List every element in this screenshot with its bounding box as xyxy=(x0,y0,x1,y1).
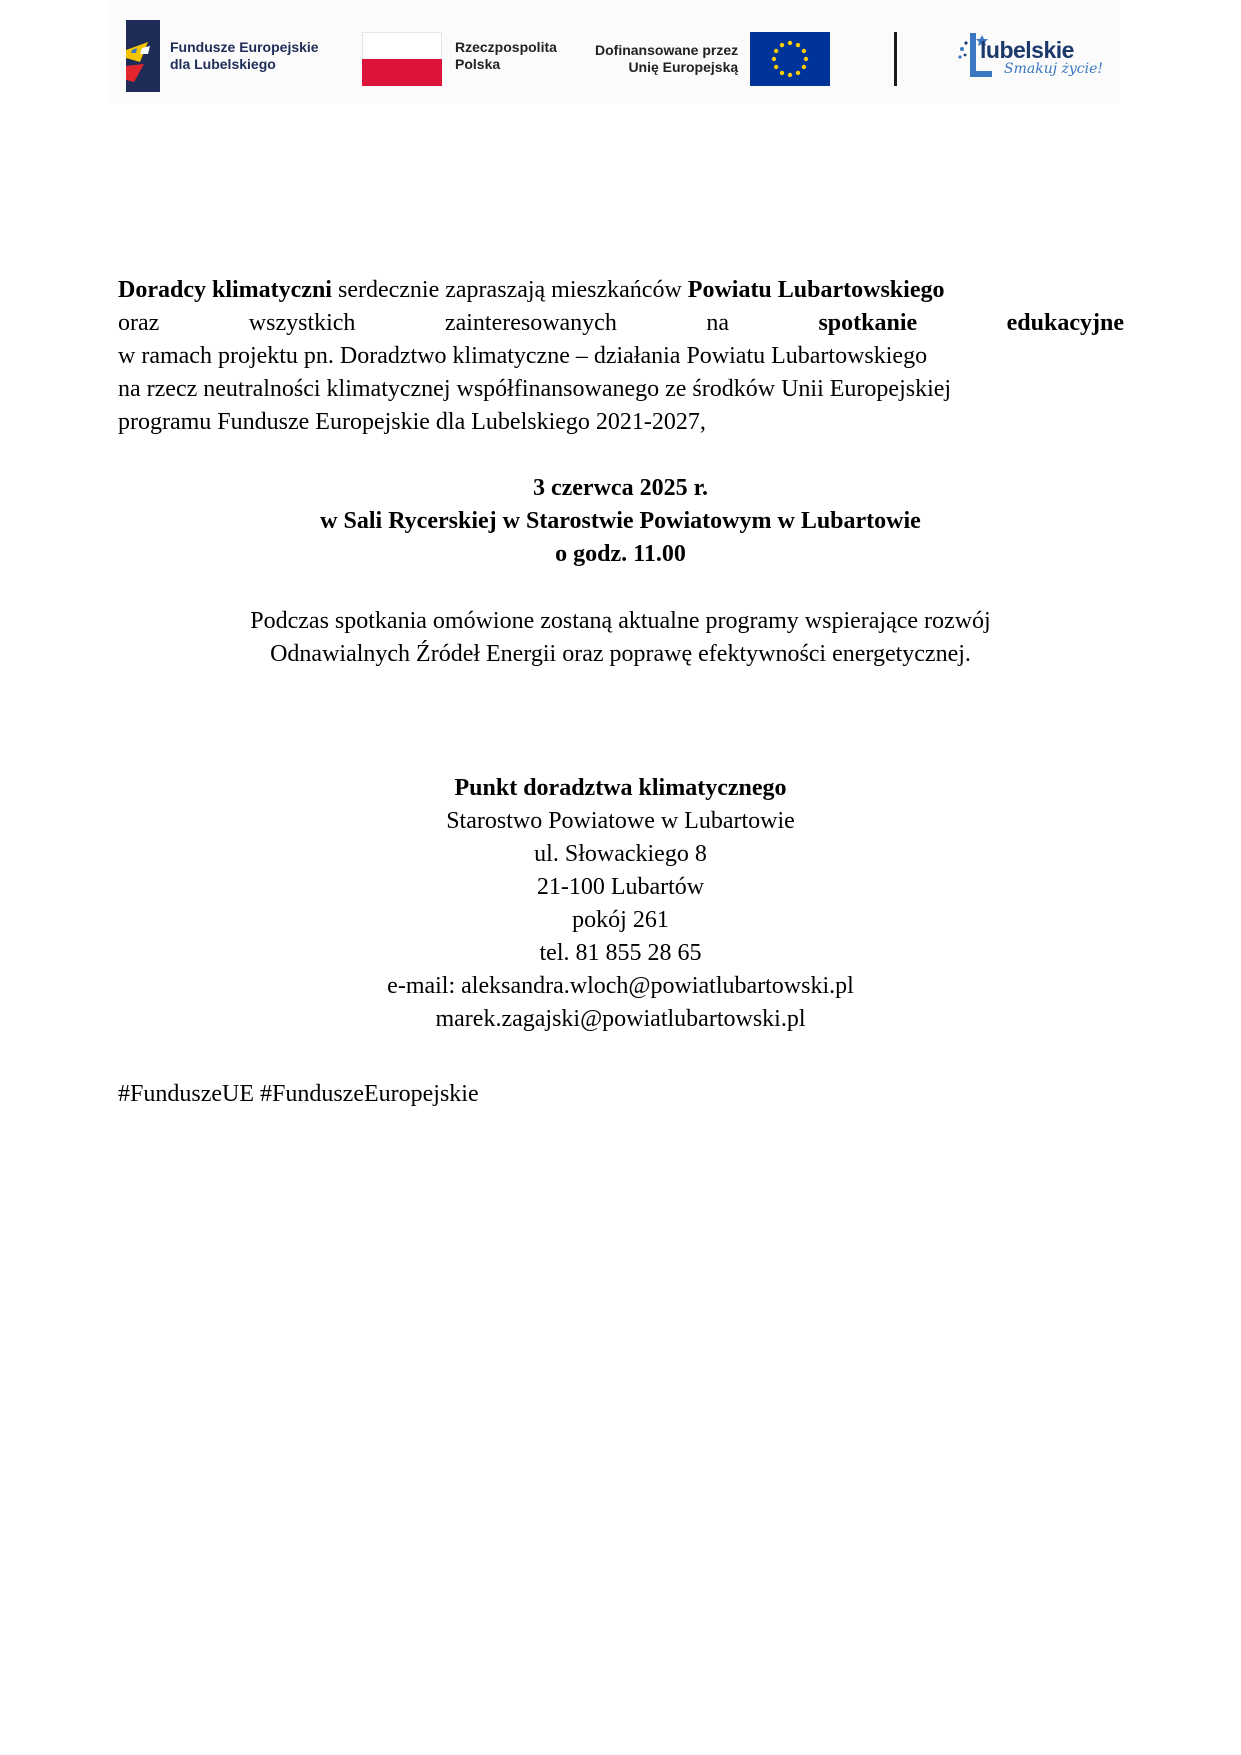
event-place: w Sali Rycerskiej w Starostwie Powiatowym w Lubartowie xyxy=(320,508,921,534)
description-line-1: Podczas spotkania omówione zostaną aktualne programy wspierające rozwój xyxy=(250,608,991,634)
contact-street: ul. Słowackiego 8 xyxy=(534,841,707,867)
logo-separator xyxy=(894,32,897,86)
contact-title: Punkt doradztwa klimatycznego xyxy=(454,775,787,801)
rzeczpospolita-polska-logo xyxy=(362,32,557,86)
intro-line-5: programu Fundusze Europejskie dla Lubelskiego 2021-2027, xyxy=(118,409,706,435)
advisors-label: Doradcy klimatyczni xyxy=(118,277,332,303)
contact-email-1: e-mail: aleksandra.wloch@powiatlubartowski.pl xyxy=(387,973,854,999)
rp-logo-line2: Polska xyxy=(455,56,501,72)
lubelskie-logo xyxy=(950,27,1104,87)
hashtags: #FunduszeUE #FunduszeEuropejskie xyxy=(118,1081,479,1107)
intro-line-2: oraz wszystkich zainteresowanych na spotkanie edukacyjne xyxy=(118,310,1124,336)
intro-line-1 xyxy=(118,275,1124,305)
ue-logo-line2: Unię Europejską xyxy=(628,59,739,75)
funding-logo-bar xyxy=(108,0,1120,103)
fe-logo-line1: Fundusze Europejskie xyxy=(170,39,319,55)
event-time: o godz. 11.00 xyxy=(555,541,686,567)
fe-emblem-icon xyxy=(126,20,160,92)
eu-cofinanced-logo xyxy=(595,32,830,86)
rp-logo-line1: Rzeczpospolita xyxy=(455,39,557,55)
lubelskie-slogan: Smakuj życie! xyxy=(1004,61,1104,77)
contact-city: 21-100 Lubartów xyxy=(536,874,705,900)
contact-room: pokój 261 xyxy=(572,907,669,933)
event-date: 3 czerwca 2025 r. xyxy=(532,475,709,501)
intro-line-3: w ramach projektu pn. Doradztwo klimatyczne – działania Powiatu Lubartowskiego xyxy=(118,343,928,369)
lubelskie-name: lubelskie xyxy=(980,37,1074,63)
eu-flag-icon xyxy=(750,32,830,86)
description-line-2: Odnawialnych Źródeł Energii oraz poprawę efektywności energetycznej. xyxy=(270,641,971,667)
contact-phone: tel. 81 855 28 65 xyxy=(539,940,702,966)
intro-line-4: na rzecz neutralności klimatycznej współfinansowanego ze środków Unii Europejskiej xyxy=(118,376,952,402)
contact-office: Starostwo Powiatowe w Lubartowie xyxy=(446,808,795,834)
contact-email-2: marek.zagajski@powiatlubartowski.pl xyxy=(435,1006,806,1032)
county-name: Powiatu Lubartowskiego xyxy=(687,277,945,303)
polish-flag-icon xyxy=(362,32,442,86)
meeting-label: spotkanie xyxy=(818,310,918,336)
intro-invite-text: serdecznie zapraszają mieszkańców xyxy=(331,277,688,303)
fe-logo-line2: dla Lubelskiego xyxy=(170,56,276,72)
ue-logo-line1: Dofinansowane przez xyxy=(595,42,739,58)
fundusze-europejskie-logo xyxy=(126,20,319,92)
